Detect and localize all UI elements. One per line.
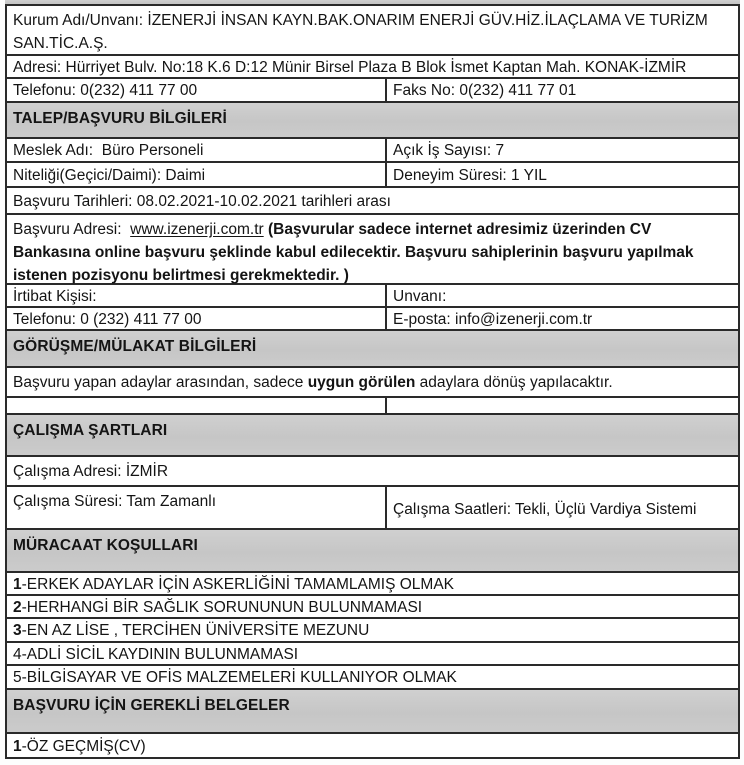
document-item-num-1: 1 [13,737,22,755]
contact-person-row [7,285,738,308]
application-address-text [7,215,738,287]
document-table [5,6,740,759]
empty-split-row [7,398,738,415]
contact-email-text: E-posta: info@izenerji.com.tr [393,310,593,328]
work-hours-text: Çalışma Saatleri: Tekli, Üçlü Vardiya Sistemi [393,500,697,518]
interview-note-pre: Başvuru yapan adaylar arasından, sadece [13,374,308,391]
open-positions-text: Açık İş Sayısı: 7 [393,142,505,159]
interview-note-post: adaylara dönüş yapılacaktır. [415,374,613,391]
section-header-working-title: ÇALIŞMA ŞARTLARI [13,422,168,439]
application-address-label: Başvuru Adresi: [13,221,131,238]
company-address-text: Adresi: Hürriyet Bulv. No:18 K.6 D:12 Münir Birsel Plaza B Blok İsmet Kaptan Mah. KONAK-İZMİR [13,58,687,76]
requirement-row-3 [7,619,738,643]
requirement-body-4: -ADLİ SİCİL KAYDININ BULUNMAMASI [21,645,299,663]
occupation-text: Meslek Adı: Büro Personeli [7,139,387,161]
requirement-text-5 [7,665,463,689]
empty-right-cell [387,398,738,413]
section-header-documents [7,690,738,734]
requirement-row-4 [7,643,738,666]
section-header-interview [7,331,738,368]
work-address-text: Çalışma Adresi: İZMİR [13,463,169,480]
contact-title-text: Unvanı: [393,287,447,305]
experience-text: Deneyim Süresi: 1 YIL [393,166,547,184]
interview-note-row [7,368,738,398]
requirement-num-1: 1 [13,575,22,593]
contact-phone-row [7,308,738,331]
section-header-request-title: TALEP/BAŞVURU BİLGİLERİ [13,110,227,127]
document-item-text-1 [7,734,152,758]
requirement-body-3: -EN AZ LİSE , TERCİHEN ÜNİVERSİTE MEZUNU [21,622,370,639]
requirement-text-1 [7,572,460,596]
application-dates-row [7,188,738,215]
application-address-row [7,215,738,285]
contact-person-text: İrtibat Kişisi: [7,285,387,306]
section-header-working [7,415,738,457]
section-header-requirements [7,530,738,573]
contact-phone-text: Telefonu: 0 (232) 411 77 00 [7,308,387,329]
requirement-body-2: -HERHANGİ BİR SAĞLIK SORUNUNUN BULUNMAMASI [21,598,423,616]
requirement-num-5: 5 [13,669,22,686]
document-item-body-1: -ÖZ GEÇMİŞ(CV) [21,737,146,755]
work-duration-row [7,487,738,530]
requirement-text-3 [7,618,375,642]
work-address-row [7,457,738,487]
occupation-row [7,139,738,163]
empty-left-cell [7,398,387,413]
requirement-row-5 [7,666,738,690]
requirement-text-4 [7,642,304,666]
requirement-text-2 [7,595,428,619]
company-address-row [7,56,738,79]
application-url-link[interactable]: www.izenerji.com.tr [130,221,264,238]
section-header-request [7,103,738,139]
phone-fax-row [7,79,738,103]
requirement-num-3: 3 [13,622,22,639]
company-name-text: Kurum Adı/Unvanı: İZENERJİ İNSAN KAYN.BAK.ONARIM ENERJİ GÜV.HİZ.İLAÇLAMA VE TURİZM SAN.TİC.A.Ş. [13,12,713,52]
requirement-body-5: -BİLGİSAYAR VE OFİS MALZEMELERİ KULLANIYOR OLMAK [21,669,457,686]
company-phone-text: Telefonu: 0(232) 411 77 00 [7,79,387,101]
document-item-row-1 [7,734,738,759]
application-dates-text: Başvuru Tarihleri: 08.02.2021-10.02.2021 tarihleri arası [13,192,391,210]
section-header-interview-title: GÖRÜŞME/MÜLAKAT BİLGİLERİ [13,338,257,355]
company-fax-text: Faks No: 0(232) 411 77 01 [393,82,577,99]
interview-note-text [7,370,619,394]
section-header-requirements-title: MÜRACAAT KOŞULLARI [13,537,198,554]
company-name-row [7,6,738,56]
work-duration-text: Çalışma Süresi: Tam Zamanlı [7,487,387,528]
qualification-text: Niteliği(Geçici/Daimi): Daimi [7,163,387,186]
qualification-row [7,163,738,188]
requirement-body-1: -ERKEK ADAYLAR İÇİN ASKERLİĞİNİ TAMAMLAMIŞ OLMAK [21,575,455,593]
requirement-row-2 [7,596,738,619]
interview-note-bold: uygun görülen [307,374,416,391]
section-header-documents-title: BAŞVURU İÇİN GEREKLİ BELGELER [13,697,290,714]
requirement-row-1 [7,573,738,596]
application-note-text: (Başvurular sadece internet adresimiz üzerinden CV Bankasına online başvuru şeklinde kabul edilecektir. Başvuru sahiplerinin başvuru yapılmak istenen pozisyonu belirtmesi gerekmektedir. ) [13,221,698,284]
requirement-num-4: 4 [13,645,22,663]
requirement-num-2: 2 [13,598,22,616]
